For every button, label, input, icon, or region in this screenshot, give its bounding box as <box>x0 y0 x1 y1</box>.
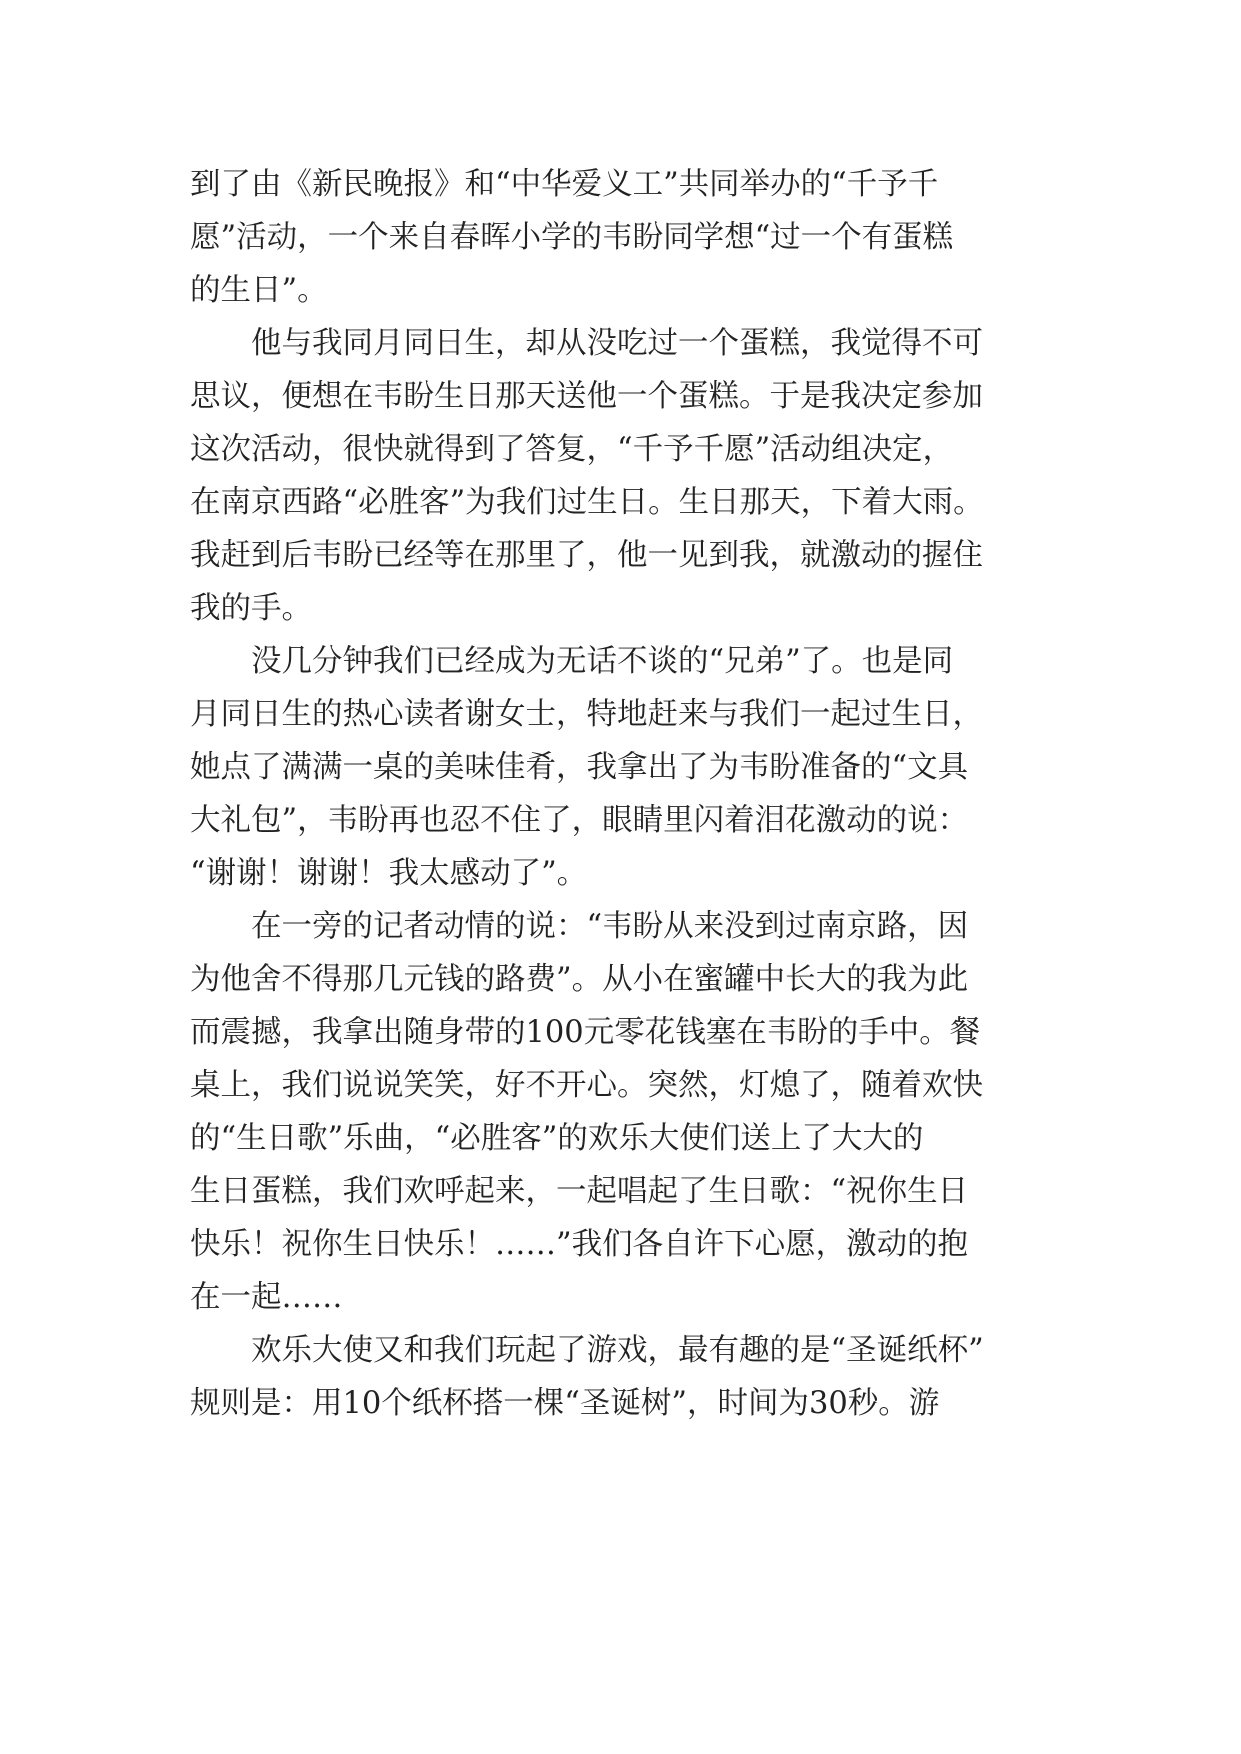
paragraph-1: 到了由《新民晚报》和“中华爱义工”共同举办的“千予千 愿”活动，一个来自春晖小学的韦盼同学想“过一个有蛋糕 的生日”。 <box>190 167 954 308</box>
paragraph-4: 在一旁的记者动情的说：“韦盼从来没到过南京路，因 为他舍不得那几元钱的路费”。从小在蜜罐中长大的我为此 而震撼，我拿出随身带的100元零花钱塞在韦盼的手中。餐 桌上，我们说说笑笑，好不开心。突然，灯熄了，随着欢快 的“生日歌”乐曲，“必胜客”的欢乐大使们送上了大大的 生日蛋糕，我们欢呼起来，一起唱起了生日歌：“祝你生日 快乐！祝你生日快乐！……”我们各自许下心愿，激动的抱 在一起…… <box>190 909 983 1315</box>
document-page <box>190 158 1060 1430</box>
paragraph-5: 欢乐大使又和我们玩起了游戏，最有趣的是“圣诞纸杯” 规则是：用10个纸杯搭一棵“圣诞树”，时间为30秒。游 <box>190 1333 984 1421</box>
paragraph-3: 没几分钟我们已经成为无话不谈的“兄弟”了。也是同 月同日生的热心读者谢女士，特地赶来与我们一起过生日， 她点了满满一桌的美味佳肴，我拿出了为韦盼准备的“文具 大礼包”，韦盼再也忍不住了，眼睛里闪着泪花激动的说： “谢谢！谢谢！我太感动了”。 <box>190 644 983 891</box>
paragraph-2: 他与我同月同日生，却从没吃过一个蛋糕，我觉得不可 思议，便想在韦盼生日那天送他一个蛋糕。于是我决定参加 这次活动，很快就得到了答复，“千予千愿”活动组决定， 在南京西路“必胜客”为我们过生日。生日那天，下着大雨。 我赶到后韦盼已经等在那里了，他一见到我，就激动的握住 我的手。 <box>190 326 984 626</box>
